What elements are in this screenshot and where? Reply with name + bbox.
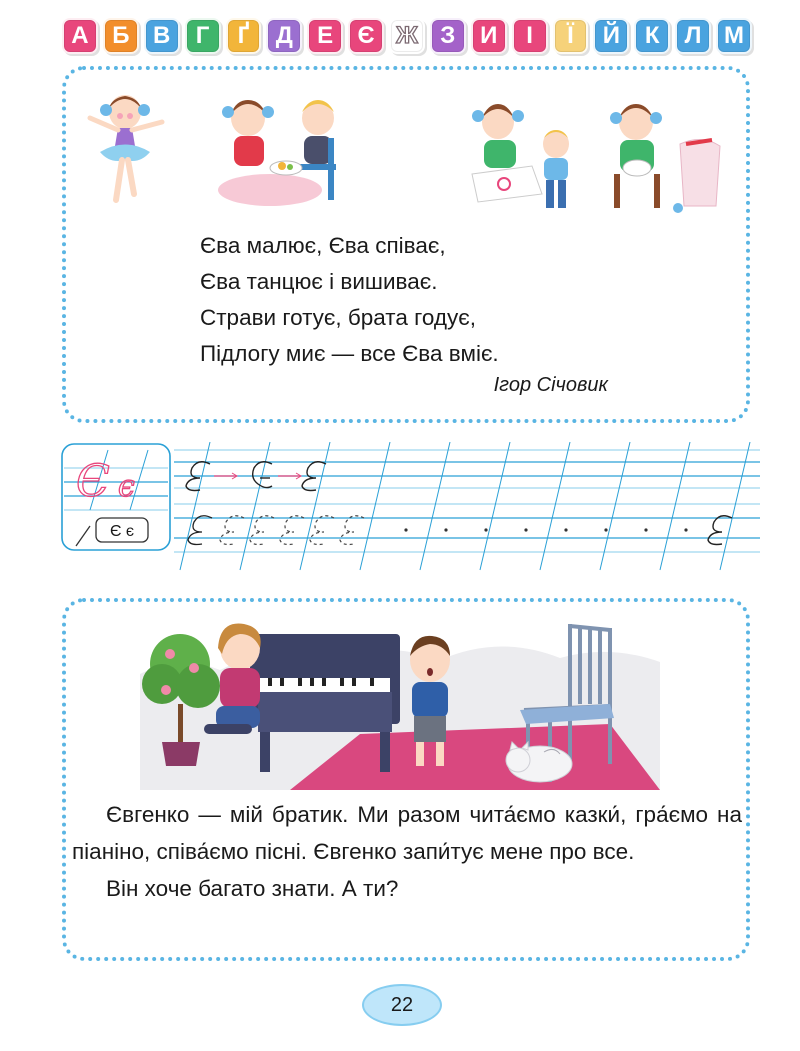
tracing-letter-3: [280, 516, 304, 545]
alphabet-letter: Ж: [389, 18, 425, 54]
alphabet-letter: Ґ: [226, 18, 262, 54]
alphabet-letter: И: [471, 18, 507, 54]
tracing-letter-5: [340, 516, 364, 545]
alphabet-letter: Ї: [553, 18, 589, 54]
alphabet-letter: Б: [103, 18, 139, 54]
girl-embroidering-illustration: [594, 94, 724, 216]
alphabet-letter: Л: [675, 18, 711, 54]
alphabet-letter: І: [512, 18, 548, 54]
poem-line: Єва танцює і вишиває.: [200, 269, 438, 294]
poem: [200, 228, 640, 372]
story-paragraph-1: Євгенко — мій братик. Ми разом чита́ємо казки́, гра́ємо на піаніно, співа́ємо пісні. Євгенко запи́тує мене про все.: [72, 802, 742, 864]
tracing-letter-4: [310, 516, 334, 545]
alphabet-letter: Д: [266, 18, 302, 54]
tracing-letter-1: [220, 516, 244, 545]
alphabet-letter: З: [430, 18, 466, 54]
alphabet-letter: А: [62, 18, 98, 54]
page-number: 22: [362, 984, 442, 1026]
girl-feeding-brother-illustration: [200, 88, 360, 208]
sample-lowercase-letter: є: [118, 469, 135, 504]
poem-line: Страви готує, брата годує,: [200, 305, 476, 330]
poem-line: Єва малює, Єва співає,: [200, 233, 446, 258]
alphabet-letter: Е: [307, 18, 343, 54]
story-text: [72, 796, 742, 907]
alphabet-letter: В: [144, 18, 180, 54]
handwriting-practice: [60, 442, 760, 572]
story-paragraph-2: Він хоче багато знати. А ти?: [106, 876, 399, 901]
alphabet-strip: [62, 18, 752, 54]
print-letter-label: Є є: [109, 523, 135, 540]
girl-drawing-illustration: [458, 94, 588, 216]
tracing-letter-2: [250, 516, 274, 545]
piano-scene-illustration: [140, 614, 660, 790]
poem-author: Ігор Січовик: [493, 374, 608, 396]
alphabet-letter: Г: [185, 18, 221, 54]
practice-letter-5: [708, 516, 732, 545]
alphabet-letter: Й: [593, 18, 629, 54]
poem-line: Підлогу миє — все Єва вміє.: [200, 341, 499, 366]
alphabet-letter: М: [716, 18, 752, 54]
ballerina-illustration: [80, 82, 170, 212]
alphabet-letter: К: [634, 18, 670, 54]
alphabet-letter: Є: [348, 18, 384, 54]
sample-uppercase-letter: Є: [76, 456, 110, 507]
